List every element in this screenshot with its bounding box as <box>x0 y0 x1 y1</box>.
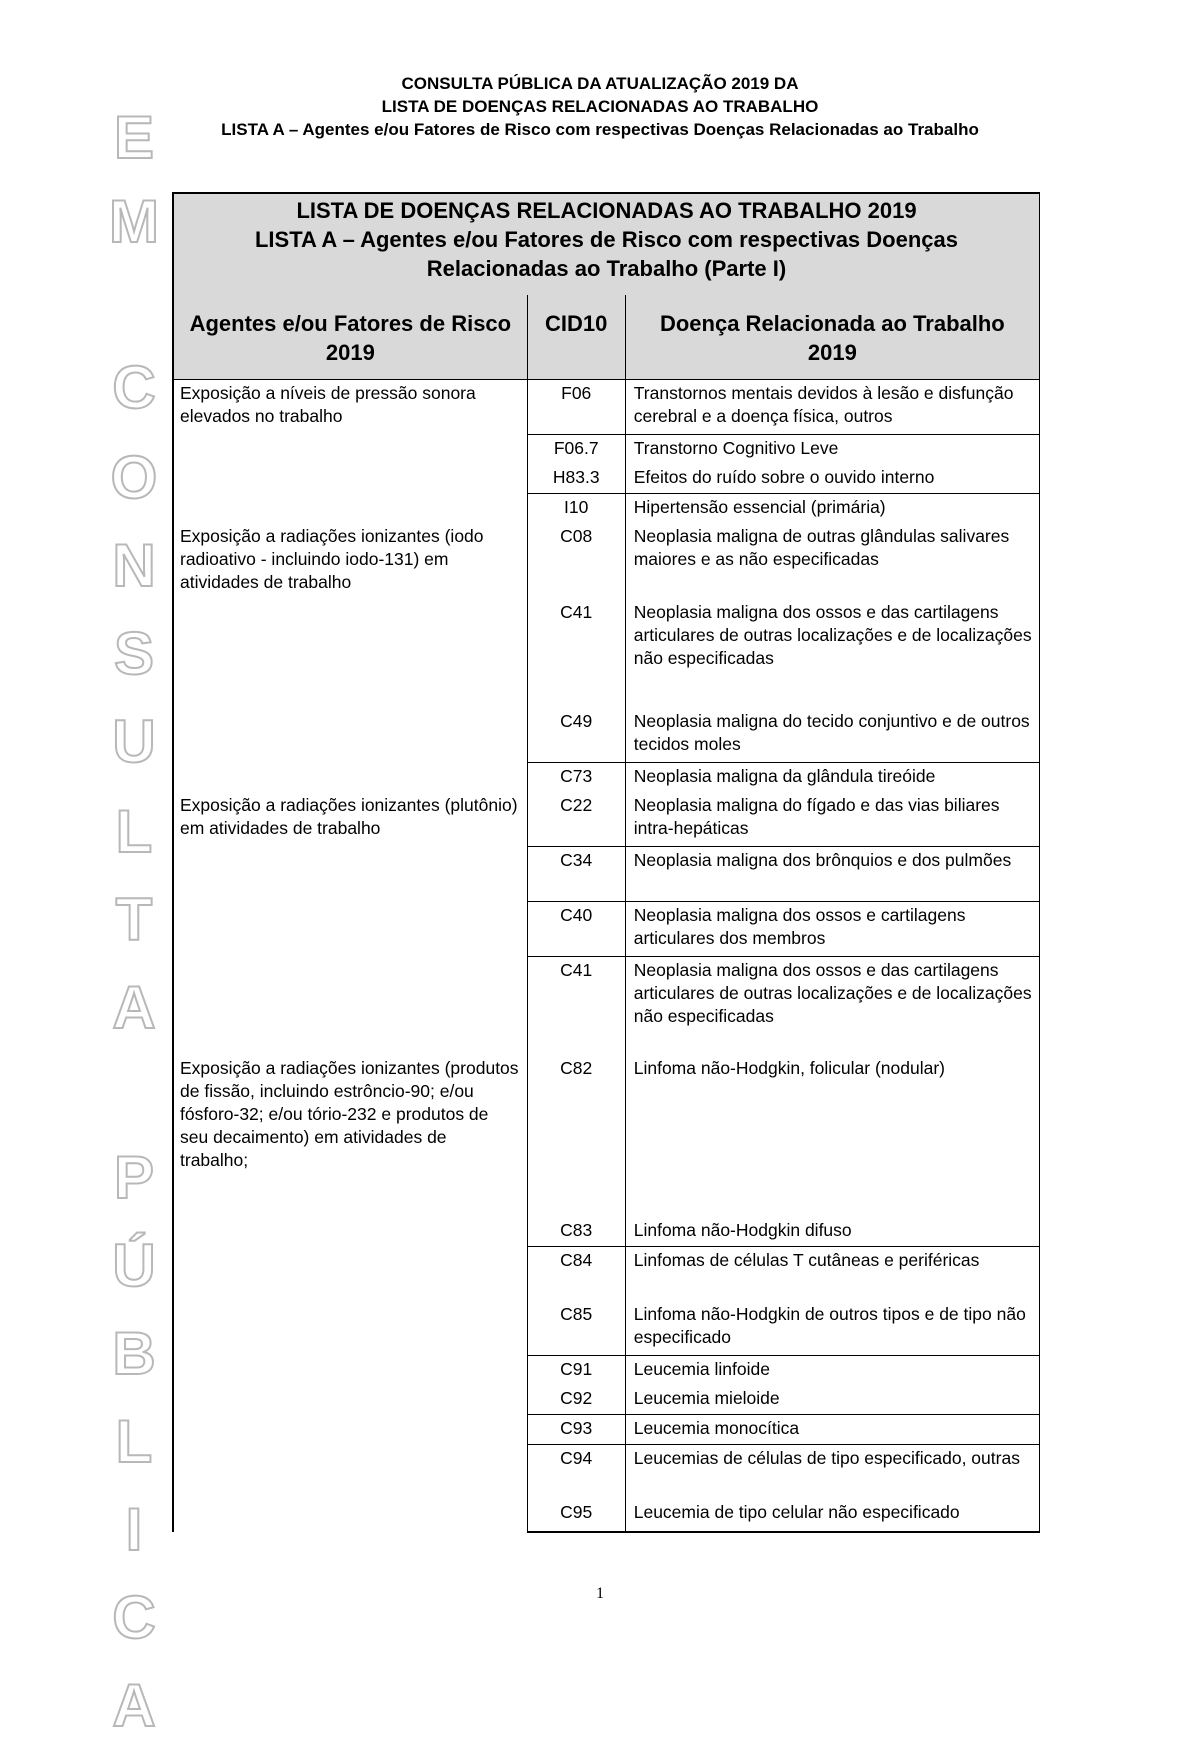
watermark-letter: A <box>112 1672 156 1739</box>
cid-cell: C95 <box>527 1499 625 1532</box>
header-line-1: CONSULTA PÚBLICA DA ATUALIZAÇÃO 2019 DA <box>401 74 799 93</box>
watermark-letter: M <box>109 188 159 255</box>
document-header <box>150 72 1050 141</box>
disease-cell: Linfoma não-Hodgkin, folicular (nodular) <box>625 1055 1039 1217</box>
disease-cell: Linfoma não-Hodgkin difuso <box>625 1217 1039 1247</box>
disease-cell: Linfomas de células T cutâneas e periféricas <box>625 1247 1039 1302</box>
disease-cell: Hipertensão essencial (primária) <box>625 494 1039 524</box>
disease-cell: Neoplasia maligna da glândula tireóide <box>625 763 1039 793</box>
agent-cell: Exposição a níveis de pressão sonora elevados no trabalho <box>173 380 527 524</box>
watermark-letter: T <box>115 886 153 953</box>
watermark-letter: P <box>113 1144 155 1211</box>
watermark-letter: U <box>112 708 156 775</box>
cid-cell: C41 <box>527 957 625 1056</box>
cid-cell: C91 <box>527 1356 625 1386</box>
cid-cell: C41 <box>527 599 625 708</box>
cid-cell: C83 <box>527 1217 625 1247</box>
table-row <box>173 792 1040 847</box>
column-header-disease: Doença Relacionada ao Trabalho 2019 <box>625 295 1039 380</box>
cid-cell: F06.7 <box>527 435 625 465</box>
disease-cell: Leucemias de células de tipo especificado, outras <box>625 1445 1039 1500</box>
cid-cell: C73 <box>527 763 625 793</box>
table-title-line-2: LISTA A – Agentes e/ou Fatores de Risco com respectivas Doenças Relacionadas ao Trabalho (Parte I) <box>254 227 958 281</box>
watermark-letter: N <box>112 532 156 599</box>
table-row <box>173 523 1040 599</box>
agent-cell: Exposição a radiações ionizantes (iodo radioativo - incluindo iodo-131) em atividades de trabalho <box>173 523 527 792</box>
disease-cell: Leucemia mieloide <box>625 1385 1039 1415</box>
disease-cell: Neoplasia maligna dos ossos e cartilagens articulares dos membros <box>625 902 1039 957</box>
cid-cell: C84 <box>527 1247 625 1302</box>
page-number: 1 <box>596 1585 604 1602</box>
agent-cell: Exposição a radiações ionizantes (plutônio) em atividades de trabalho <box>173 792 527 1055</box>
disease-list-table <box>172 192 1040 1533</box>
watermark-letter: C <box>112 354 156 421</box>
watermark-letter: E <box>113 104 155 171</box>
watermark-letter: Ú <box>112 1232 156 1299</box>
watermark-letter: B <box>112 1320 156 1387</box>
disease-cell: Neoplasia maligna do tecido conjuntivo e de outros tecidos moles <box>625 708 1039 763</box>
disease-cell: Neoplasia maligna de outras glândulas salivares maiores e as não especificadas <box>625 523 1039 599</box>
table-row <box>173 1055 1040 1217</box>
cid-cell: H83.3 <box>527 464 625 494</box>
watermark-letter: L <box>115 1408 153 1475</box>
cid-cell: C49 <box>527 708 625 763</box>
table-title <box>173 193 1040 295</box>
disease-cell: Neoplasia maligna dos ossos e das cartilagens articulares de outras localizações e de localizações não especificadas <box>625 957 1039 1056</box>
watermark-letter: S <box>113 620 155 687</box>
disease-cell: Linfoma não-Hodgkin de outros tipos e de tipo não especificado <box>625 1301 1039 1356</box>
disease-cell: Neoplasia maligna do fígado e das vias biliares intra-hepáticas <box>625 792 1039 847</box>
cid-cell: C40 <box>527 902 625 957</box>
table-title-line-1: LISTA DE DOENÇAS RELACIONADAS AO TRABALHO 2019 <box>296 198 917 223</box>
disease-cell: Neoplasia maligna dos ossos e das cartilagens articulares de outras localizações e de localizações não especificadas <box>625 599 1039 708</box>
cid-cell: C94 <box>527 1445 625 1500</box>
disease-cell: Efeitos do ruído sobre o ouvido interno <box>625 464 1039 494</box>
disease-cell: Leucemia de tipo celular não especificado <box>625 1499 1039 1532</box>
header-line-2: LISTA DE DOENÇAS RELACIONADAS AO TRABALHO <box>381 97 819 116</box>
watermark-letter: O <box>110 444 158 511</box>
disease-cell: Transtornos mentais devidos à lesão e disfunção cerebral e a doença física, outros <box>625 380 1039 435</box>
disease-cell: Leucemia monocítica <box>625 1415 1039 1445</box>
cid-cell: F06 <box>527 380 625 435</box>
column-header-agent: Agentes e/ou Fatores de Risco 2019 <box>173 295 527 380</box>
watermark-letter: L <box>115 798 153 865</box>
header-line-3: LISTA A – Agentes e/ou Fatores de Risco com respectivas Doenças Relacionadas ao Trabalho <box>221 120 979 139</box>
watermark-letter: C <box>112 1584 156 1651</box>
watermark-letter: A <box>112 974 156 1041</box>
cid-cell: I10 <box>527 494 625 524</box>
cid-cell: C34 <box>527 847 625 902</box>
column-header-cid: CID10 <box>527 295 625 380</box>
cid-cell: C22 <box>527 792 625 847</box>
cid-cell: C93 <box>527 1415 625 1445</box>
watermark-letter: I <box>125 1496 143 1563</box>
disease-cell: Leucemia linfoide <box>625 1356 1039 1386</box>
cid-cell: C85 <box>527 1301 625 1356</box>
cid-cell: C82 <box>527 1055 625 1217</box>
disease-cell: Neoplasia maligna dos brônquios e dos pulmões <box>625 847 1039 902</box>
cid-cell: C92 <box>527 1385 625 1415</box>
disease-cell: Transtorno Cognitivo Leve <box>625 435 1039 465</box>
table-row <box>173 380 1040 435</box>
cid-cell: C08 <box>527 523 625 599</box>
agent-cell: Exposição a radiações ionizantes (produtos de fissão, incluindo estrôncio-90; e/ou fósforo-32; e/ou tório-232 e produtos de seu decaimento) em atividades de trabalho; <box>173 1055 527 1532</box>
